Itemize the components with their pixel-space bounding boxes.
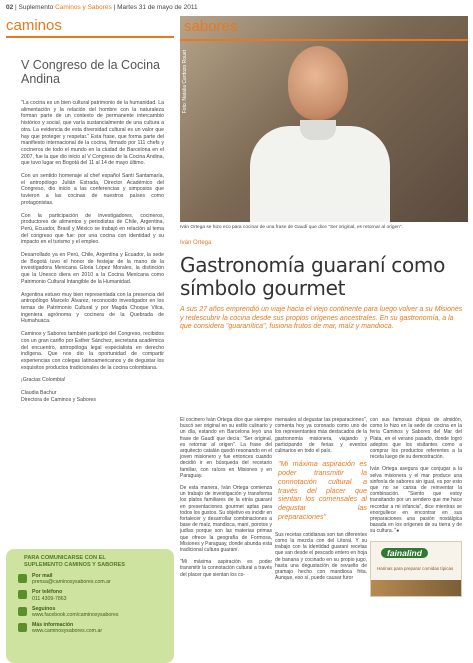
contact-box [6, 549, 174, 663]
paragraph: Con un sentido homenaje al chef español Santi Santamaría, el antropólogo Julián Estrada, Director Académico del Congreso, dio inicio a las conferencias y simposios que tuvieron a las cocinas de nuestros países como protagonistas. [21, 173, 164, 206]
paragraph: Sus recetas cotidianas son tan diferentes como la mezcla con del Litoral. Y su trabajo con la identidad guaraní recetas que van desde el pescado entero en hoja de banana y cocinado en su propio jugo, hasta una degustación de revuelto de gramajo hecho con mandioca frita. Aunque, eso sí, puede causar furor [275, 531, 367, 582]
chef-jacket [250, 126, 390, 222]
facebook-icon [18, 607, 27, 616]
ad-product-strip [371, 580, 461, 596]
photo-caption: Iván Ortega se hizo eco para cocinar de una frase de Gaudí que dice "Ser original, es retornar al origen". [180, 225, 403, 230]
chef-face [288, 46, 348, 120]
ad-logo: fainalind [381, 548, 428, 558]
advertisement[interactable] [370, 541, 462, 597]
article-headline: Gastronomía guaraní como símbolo gourmet [180, 253, 446, 300]
facebook-link[interactable]: www.facebook.com/caminosysabores [32, 612, 119, 619]
section-title-caminos: caminos [6, 14, 174, 38]
paragraph: De esta manera, Iván Ortega comienza un trabajo de investigación y transforma los platos familiares de la etnia guaraní en presentaciones gourmet aptas para todos los gustos. Su objetivo es incidir en fortalecer y desarrollar combinaciones a base de maíz, mandioca, maní, porotos y judías porque son las materias primas que ofrece la geografía de Formosa, Misiones y Paraguay, donde abunda esta tradicional cultura guaraní. [180, 485, 272, 554]
globe-icon [18, 623, 27, 632]
photo-credit: Foto: Natalia Cardozo Rouet [182, 50, 188, 114]
body-column-3 [370, 417, 465, 663]
section-brand: Caminos y Sabores [55, 4, 112, 11]
paragraph: "La cocina es un bien cultural patrimonio de la humanidad. La alimentación y la relación del hombre con la naturaleza forman parte de un contexto de permanente intercambio histórico y social, que varía sustancialmente de una cultura a otra. La evidencia de esta diversidad cultural es un valor que hay que proteger y respetar." Esta frase, que forma parte del manifiesto internacional de la cocina, firmado por 111 chefs y cocineros de todo el mundo en la ciudad de Barcelona en el 2007, fue la que dio inicio al V Congreso de la Cocina Andina, que tuvo lugar en Bogotá del 11 al 14 de mayo último. [21, 100, 164, 167]
body-column-1 [180, 417, 275, 663]
issue-date: Martes 31 de mayo de 2011 [117, 4, 198, 11]
contact-row-email: Por mail prensa@caminosysabores.com.ar [18, 573, 166, 585]
editorial-text [21, 100, 164, 403]
paragraph: Desarrollado ya en Perú, Chile, Argentina y Ecuador, la sede de Bogotá tuvo el honor de festejar de la mano de la investigadora Mexicana Gloria López Morales, la distinción que la Unesco diera en 2010 a la Cocina Mexicana como Patrimonio Cultural Intangible de la Humanidad. [21, 252, 164, 285]
paragraph: Con la participación de investigadores, cocineros, productores de alimentos y periodistas de Chile, Argentina, Perú, Ecuador, Brasil y México se trabajó en relación al tema del congreso que fue: por una cocina con identidad y su impacto en el turismo y el empleo. [21, 212, 164, 246]
ad-tagline: Harinas para preparar comidas típicas [377, 565, 454, 571]
chef-photo [180, 16, 468, 222]
signature-role: Directora de Caminos y Sabores [21, 396, 96, 403]
paragraph: ¡Gracias Colombia! [21, 377, 66, 384]
email-icon [18, 574, 27, 583]
page-number: 02 [6, 4, 14, 11]
signature [21, 390, 164, 403]
phone-number: 011 4309-7863 [32, 595, 67, 602]
email-link[interactable]: prensa@caminosysabores.com.ar [32, 579, 111, 586]
article-body [180, 417, 468, 663]
section-title-sabores: sabores [184, 18, 238, 35]
byline: Iván Ortega [180, 240, 212, 246]
contact-row-web: Más información www.caminosysabores.com.ar [18, 622, 166, 634]
pull-quote: "Mi máxima aspiración es poder transmitir la connotación cultural a través del placer que sientan los comensales al degustar las preparaciones" [278, 459, 367, 521]
paragraph: Argentina estuvo muy bien representada con la presencia del antropólogo Marcelo Álvarez, reconocido investigador en los temas de Patrimonio Cultural y por Magda Choque Vilca, ingeniera agrónoma y cocinera de la Quebrada de Humahuaca. [21, 291, 164, 325]
website-link[interactable]: www.caminosysabores.com.ar [32, 628, 103, 635]
paragraph: El cocinero Iván Ortega dice que siempre buscó ser original en su estilo culinario y un día, estando en Barcelona leyó una frase de Gaudí que decía: "Ser original, es retornar al origen". La frase del arquitecto catalán quedó resonando en el joven misionero y fue entonces cuando decidió ir en búsqueda del recetario familiar, con raíces en Misiones y en Paraguay. [180, 417, 273, 479]
paragraph: con sus famosas chipas de almidón, como lo hizo en la sede de cocina en la feria Caminos y Sabores del Mar del Plata, en el verano pasado, donde logró adeptos que los visitantes como a comprar los productos referentes a la receta luego de su demostración. [370, 417, 462, 461]
contact-row-phone: Por teléfono 011 4309-7863 [18, 589, 166, 601]
publication-name: Suplemento [18, 4, 54, 11]
contact-row-facebook: Seguinos www.facebook.com/caminosysabores [18, 606, 166, 618]
paragraph: Caminos y Sabores también participó del Congreso, recibidos con un gran cariño por Esther Sánchez, secretaria académica del encuentro, antropóloga legal especialista en derecho indígena. Que nos dio la oportunidad de compartir experiencias con colegas latinoamericanos y de degustar los exquisitos productos tradicionales de la cocina colombiana. [21, 331, 164, 371]
article-lead: A sus 27 años emprendió un viaje hacia el viejo continente para luego volver a su Misiones y redescubrir la cocina desde sus propios orígenes ancestrales. En su gastronomía, a la que considera "guaranítica", fusiona frutos de mar, maíz y mandioca. [180, 306, 463, 331]
contact-title: PARA COMUNICARSE CON EL SUPLEMENTO CAMINOS Y SABORES [24, 555, 126, 568]
phone-icon [18, 590, 27, 599]
right-column [180, 14, 468, 663]
paragraph: "Mi máxima aspiración es poder transmitir la connotación cultural a través del placer que sientan los co- [180, 559, 272, 578]
congress-title: V Congreso de la Cocina Andina [21, 58, 160, 86]
signature-name: Claudia Bachur [21, 390, 57, 397]
paragraph: Iván Ortega asegura que conjugar a la selva misionera y el mar produce una sinfonía de sabores sin igual, es por esto que no se cansa de reinventar la combinación. "Siento que estoy transitando por un sendero que me hace recordar a mi infancia", dice mientras se enorgullece en encontrar en sus preparaciones una pasión nostálgica basada en los orígenes de su tierra y de su cultura. "● [370, 466, 462, 535]
left-column [6, 14, 174, 663]
section-underline [180, 39, 468, 41]
paragraph: mensales al degustar las preparaciones", comenta hoy ya coronado como uno de los representantes más destacados de la gastronomía misionera, viajando y participando de ferias y eventos culinarios en todo el país. [275, 417, 367, 455]
body-column-2 [275, 417, 370, 663]
page-header: 02 | Suplemento Caminos y Sabores | Martes 31 de mayo de 2011 [6, 4, 198, 11]
